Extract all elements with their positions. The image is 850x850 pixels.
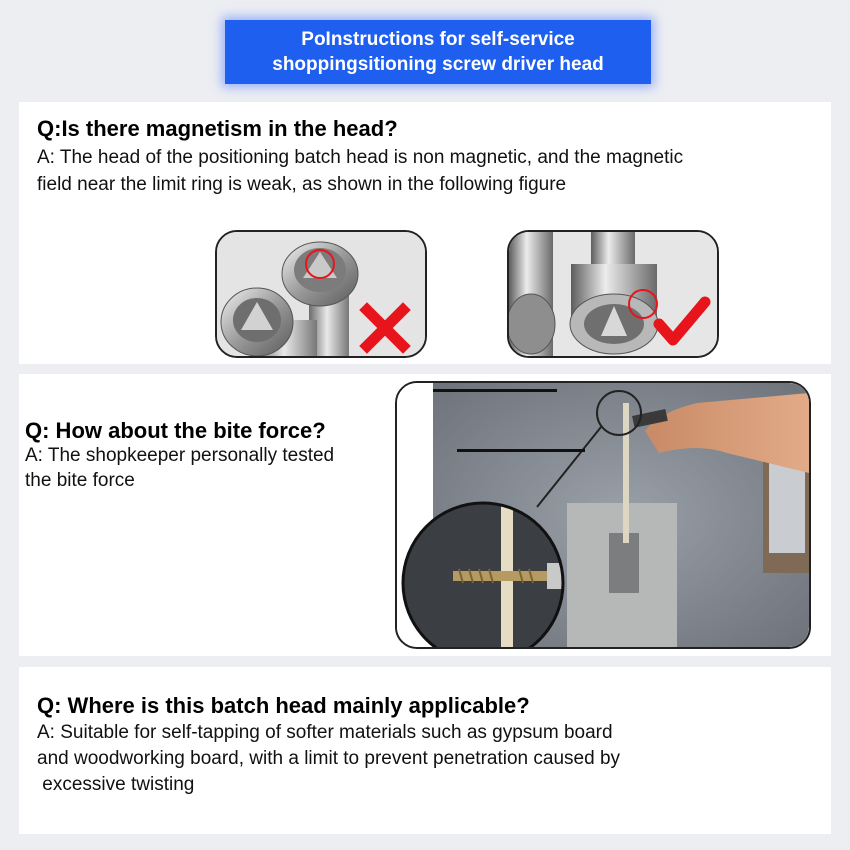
bite-force-answer-line-1: A: The shopkeeper personally tested: [25, 445, 335, 466]
magnet-ring-photo: [507, 230, 719, 358]
magnetism-question: Q:Is there magnetism in the head?: [37, 116, 398, 141]
bite-force-answer-line-2: the bite force: [25, 470, 135, 491]
banner-line-1: PoInstructions for self-service: [301, 29, 575, 50]
applicability-answer-line-2: and woodworking board, with a limit to prevent penetration caused by: [37, 748, 621, 769]
applicability-answer: [37, 720, 620, 798]
bite-force-answer: [25, 443, 334, 493]
applicability-answer-line-1: A: Suitable for self-tapping of softer materials such as gypsum board: [37, 722, 613, 743]
bite-force-photo: [395, 381, 811, 649]
bite-force-card: [19, 374, 831, 656]
bite-force-question: Q: How about the bite force?: [25, 418, 326, 443]
title-banner: [225, 20, 651, 84]
magnetism-answer-line-1: A: The head of the positioning batch head is non magnetic, and the magnetic: [37, 147, 684, 168]
applicability-answer-line-3: excessive twisting: [37, 774, 195, 795]
applicability-card: [19, 667, 831, 834]
magnetism-answer-line-2: field near the limit ring is weak, as shown in the following figure: [37, 174, 567, 195]
magnetism-answer: [37, 144, 683, 198]
applicability-question: Q: Where is this batch head mainly applicable?: [37, 693, 530, 718]
magnetism-card: [19, 102, 831, 364]
magnet-tip-photo: [215, 230, 427, 358]
banner-line-2: shoppingsitioning screw driver head: [272, 54, 604, 75]
